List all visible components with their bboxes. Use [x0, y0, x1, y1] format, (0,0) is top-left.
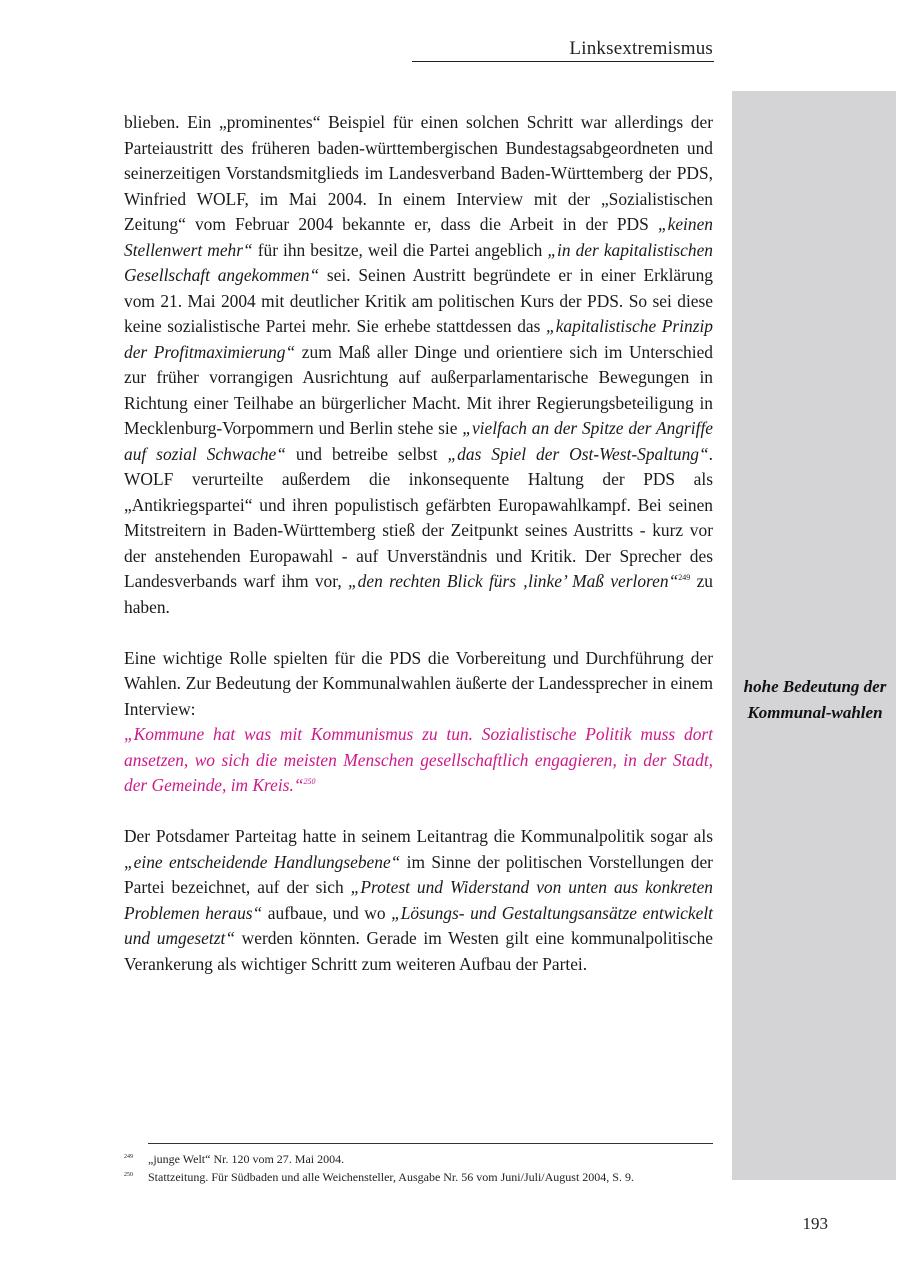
running-header: Linksextremismus: [569, 38, 713, 59]
italic-quote: „Lösungs- und Gestaltungsansätze entwickelt und umgesetzt“: [124, 902, 713, 948]
text-run: . WOLF verurteilte außerdem die inkonsequente Haltung der PDS als „Antikriegspartei“ und ihren populistisch gefärbten Europawahlkampf. Bei seinen Mitstreitern in Baden-Württemberg stieß der Zeitpunkt seines Austritts - kurz vor der anstehenden Europawahl - auf Unverständnis und Kritik. Der Sprecher des Landesverbands warf ihm vor,: [124, 443, 714, 591]
paragraph-3: [124, 824, 713, 977]
footnote: [124, 1150, 724, 1168]
footnotes: [124, 1150, 724, 1186]
text-run: und betreibe selbst: [285, 443, 448, 464]
italic-quote: „den rechten Blick fürs ‚linke’ Maß verloren“: [348, 571, 679, 591]
italic-quote: „keinen Stellenwert mehr“: [124, 214, 713, 260]
footnote-marker: 249: [678, 573, 691, 583]
text-run: zu haben.: [124, 571, 713, 617]
footnote-number: 249: [124, 1154, 133, 1160]
paragraph-2: [124, 646, 713, 723]
text-run: sei. Seinen Austritt begründete er in einer Erklärung vom 21. Mai 2004 mit deutlicher Kritik am politischen Kurs der PDS. So sei diese keine sozialistische Partei mehr. Sie erhebe stattdessen das: [124, 265, 713, 336]
text-run: zum Maß aller Dinge und orientiere sich im Unterschied zur früher vorrangigen Ausrichtung auf außerparlamentarische Bewegungen in Richtung einer Teilhabe an bürgerlicher Macht. Mit ihrer Regierungsbeteiligung in Mecklenburg-Vorpommern und Berlin stehe sie: [124, 341, 713, 438]
page-number: 193: [802, 1214, 828, 1233]
main-text: [124, 110, 713, 977]
italic-quote: „kapitalistische Prinzip der Profitmaximierung“: [124, 316, 713, 362]
text-run: im Sinne der politischen Vorstellungen der Partei bezeichnet, auf der sich: [124, 851, 713, 897]
italic-quote: „Protest und Widerstand von unten aus konkreten Problemen heraus“: [124, 877, 714, 923]
footnote-text: Stattzeitung. Für Südbaden und alle Weichensteller, Ausgabe Nr. 56 vom Juni/Juli/August 2004, S. 9.: [148, 1170, 634, 1184]
paragraph-1: [124, 110, 713, 620]
text-run: blieben. Ein „prominentes“ Beispiel für einen solchen Schritt war allerdings der Parteiaustritt des früheren baden-württembergischen Bundestagsabgeordneten und seinerzeitigen Vorstandsmitglieds im Landesverband Baden-Württemberg der PDS, Winfried WOLF, im Mai 2004. In einem Interview mit der „Sozialistischen Zeitung“ vom Februar 2004 bekannte er, dass die Arbeit in der PDS: [124, 112, 713, 234]
header-rule: [412, 61, 714, 62]
text-run: werden könnten. Gerade im Westen gilt eine kommunalpolitische Verankerung als wichtiger Schritt zum weiteren Aufbau der Partei.: [124, 928, 713, 974]
text-run: Der Potsdamer Parteitag hatte in seinem Leitantrag die Kommunalpolitik sogar als: [124, 826, 713, 846]
footnote-number: 250: [124, 1172, 133, 1178]
footnote-marker: 250: [303, 777, 316, 787]
italic-quote: „das Spiel der Ost-West-Spaltung“: [447, 443, 709, 464]
text-run: „Kommune hat was mit Kommunismus zu tun. Sozialistische Politik muss dort ansetzen, wo sich die meisten Menschen gesellschaftlich engagieren, in der Stadt, der Gemeinde, im Kreis.“: [124, 724, 713, 795]
marginal-note: hohe Bedeutung der Kommunal-wahlen: [743, 677, 887, 722]
footnote-text: „junge Welt“ Nr. 120 vom 27. Mai 2004.: [148, 1152, 345, 1166]
text-run: Eine wichtige Rolle spielten für die PDS die Vorbereitung und Durchführung der Wahlen. Zur Bedeutung der Kommunalwahlen äußerte der Landessprecher in einem Interview:: [124, 647, 713, 719]
italic-quote: „eine entscheidende Handlungsebene“: [124, 851, 401, 872]
margin-sidebar: [732, 91, 896, 1180]
text-run: für ihn besitze, weil die Partei angeblich: [252, 239, 548, 260]
block-quote: [124, 722, 713, 799]
footnote: [124, 1168, 724, 1186]
italic-quote: „in der kapitalistischen Gesellschaft angekommen“: [124, 239, 713, 285]
italic-quote: „vielfach an der Spitze der Angriffe auf sozial Schwache“: [124, 418, 713, 464]
footnote-rule: [148, 1143, 713, 1144]
text-run: aufbaue, und wo: [262, 902, 392, 923]
